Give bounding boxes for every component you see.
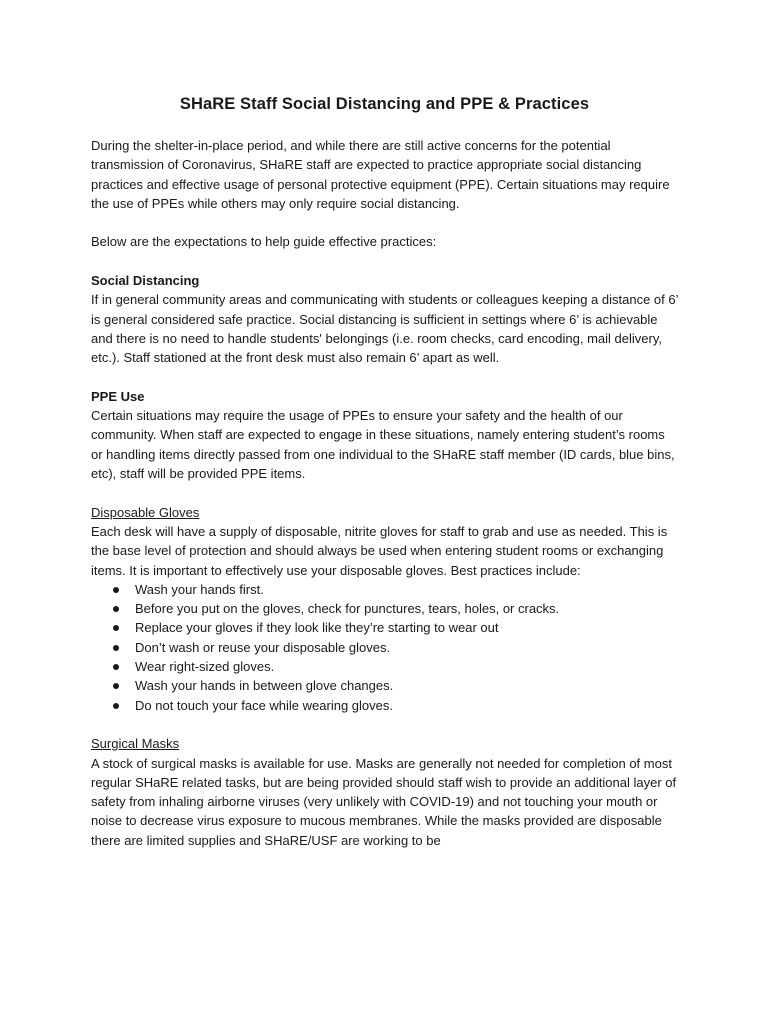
bullet-icon: [113, 625, 119, 631]
document-title: SHaRE Staff Social Distancing and PPE & Practices: [179, 95, 590, 113]
intro-paragraph: During the shelter-in-place period, and while there are still active concerns for the potential transmission of Coronavirus, SHaRE staff are expected to practice appropriate social distancing practices and effective usage of personal protective equipment (PPE). Certain situations may require the use of PPEs while others may only require social distancing.: [91, 138, 670, 211]
social-distancing-heading: Social Distancing: [91, 273, 200, 289]
spacer: [91, 368, 678, 387]
bullet-icon: [113, 587, 119, 593]
ppe-use-paragraph: Certain situations may require the usage of PPEs to ensure your safety and the health of our community. When staff are expected to engage in these situations, namely entering student’s rooms or handling items directly passed from one individual to the SHaRE staff member (ID cards, blue bins, etc), staff will be provided PPE items.: [91, 408, 675, 482]
list-item: [113, 696, 678, 715]
list-item-text: Wash your hands first.: [135, 581, 264, 597]
surgical-masks-heading: Surgical Masks: [91, 736, 180, 752]
spacer: [91, 483, 678, 502]
list-item: [113, 638, 678, 657]
list-item-text: Do not touch your face while wearing gloves.: [135, 697, 393, 713]
list-item: [113, 618, 678, 637]
ppe-use-heading: PPE Use: [91, 388, 145, 404]
list-item-text: Before you put on the gloves, check for punctures, tears, holes, or cracks.: [135, 601, 560, 617]
bullet-icon: [113, 664, 119, 670]
spacer: [91, 252, 678, 271]
spacer: [91, 213, 678, 232]
list-item-text: Wear right-sized gloves.: [135, 659, 275, 675]
disposable-gloves-paragraph: Each desk will have a supply of disposable, nitrite gloves for staff to grab and use as needed. This is the base level of protection and should always be used when entering student rooms or exchanging items. It is important to effectively use your disposable gloves. Best practices include:: [91, 523, 668, 578]
list-item-text: Replace your gloves if they look like they’re starting to wear out: [135, 620, 499, 636]
list-item: [113, 580, 678, 599]
bullet-icon: [113, 703, 119, 709]
spacer: [91, 715, 678, 734]
list-item: [113, 599, 678, 618]
bullet-icon: [113, 606, 119, 612]
list-item-text: Don’t wash or reuse your disposable gloves.: [135, 639, 391, 655]
list-item: [113, 657, 678, 676]
glove-practices-list: [91, 580, 678, 715]
list-item-text: Wash your hands in between glove changes.: [135, 678, 394, 694]
disposable-gloves-heading: Disposable Gloves: [91, 504, 200, 520]
social-distancing-paragraph: If in general community areas and communicating with students or colleagues keeping a distance of 6’ is general considered safe practice. Social distancing is sufficient in settings where 6’ is achievable and there is no need to handle students' belongings (i.e. room checks, card encoding, mail delivery, etc.). Staff stationed at the front desk must also remain 6’ apart as well.: [91, 292, 679, 366]
bullet-icon: [113, 645, 119, 651]
surgical-masks-paragraph: A stock of surgical masks is available for use. Masks are generally not needed for completion of most regular SHaRE related tasks, but are being provided should staff wish to provide an additional layer of safety from inhaling airborne viruses (very unlikely with COVID-19) and not touching your mouth or noise to decrease virus exposure to mucous membranes. While the masks provided are disposable there are limited supplies and SHaRE/USF are working to be: [91, 755, 677, 848]
expectations-paragraph: Below are the expectations to help guide effective practices:: [91, 234, 437, 250]
bullet-icon: [113, 683, 119, 689]
list-item: [113, 676, 678, 695]
